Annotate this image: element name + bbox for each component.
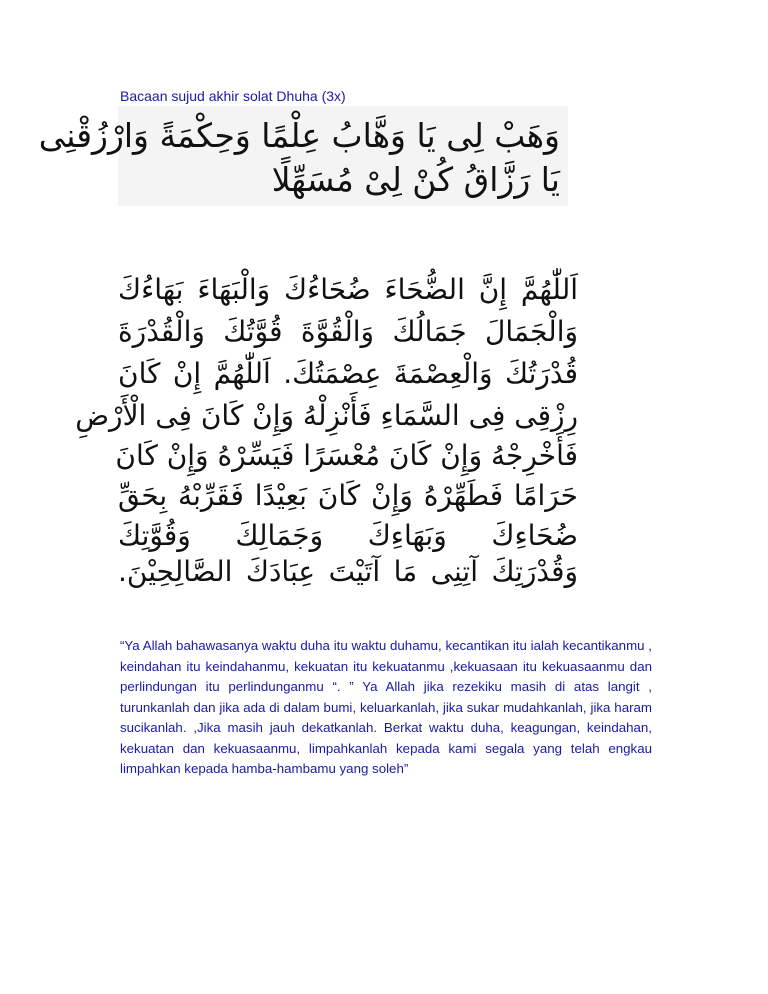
arabic-line: يَا رَزَّاقُ كُنْ لِىْ مُسَهِّلًا <box>271 160 560 199</box>
arabic-line: اَللّٰهُمَّ إِنَّ الضُّحَاءَ ضُحَاءُكَ وَالْبَهَاءَ بَهَاءُكَ <box>118 273 578 306</box>
doa-sujud-arabic-text <box>38 106 568 206</box>
translation-paragraph: “Ya Allah bahawasanya waktu duha itu waktu duhamu, kecantikan itu ialah kecantikanmu , keindahan itu keindahanmu, kekuatan itu kekuatanmu ,kekuasaan itu kekuasaanmu dan perlindungan itu perlindunganmu “. ” Ya Allah jika rezekiku masih di atas langit , turunkanlah dan jika ada di dalam bumi, keluarkanlah, jika sukar mudahkanlah, jika haram sucikanlah. ,Jika masih jauh dekatkanlah. Berkat waktu duha, keagungan, keindahan, kekuatan dan kekuasaanmu, limpahkanlah kepada kami segala yang telah engkau limpahkan kepada hamba-hambamu yang soleh” <box>120 638 652 776</box>
arabic-line: رِزْقِى فِى السَّمَاءِ فَأَنْزِلْهُ وَإِنْ كَانَ فِى الْأَرْضِ <box>75 399 578 432</box>
arabic-line: وَهَبْ لِى يَا وَهَّابُ عِلْمًا وَحِكْمَةً وَارْزُقْنِى <box>38 116 560 155</box>
arabic-line: وَالْجَمَالَ جَمَالُكَ وَالْقُوَّةَ قُوَّتُكَ وَالْقُدْرَةَ <box>118 315 578 348</box>
arabic-line: وَقُدْرَتِكَ آتِنِى مَا آتَيْتَ عِبَادَكَ الصَّالِحِيْنَ. <box>118 555 578 588</box>
arabic-line: حَرَامًا فَطَهِّرْهُ وَإِنْ كَانَ بَعِيْدًا فَقَرِّبْهُ بِحَقِّ <box>118 479 578 512</box>
arabic-line: قُدْرَتُكَ وَالْعِصْمَةَ عِصْمَتُكَ. اَللّٰهُمَّ إِنْ كَانَ <box>118 357 578 390</box>
page-heading: Bacaan sujud akhir solat Dhuha (3x) <box>120 88 346 104</box>
arabic-line: ضُحَاءِكَ وَبَهَاءِكَ وَجَمَالِكَ وَقُوَّتِكَ <box>118 519 578 552</box>
doa-dhuha-arabic-text <box>75 262 578 592</box>
arabic-line: فَأَخْرِجْهُ وَإِنْ كَانَ مُعْسَرًا فَيَسِّرْهُ وَإِنْ كَانَ <box>115 439 578 472</box>
